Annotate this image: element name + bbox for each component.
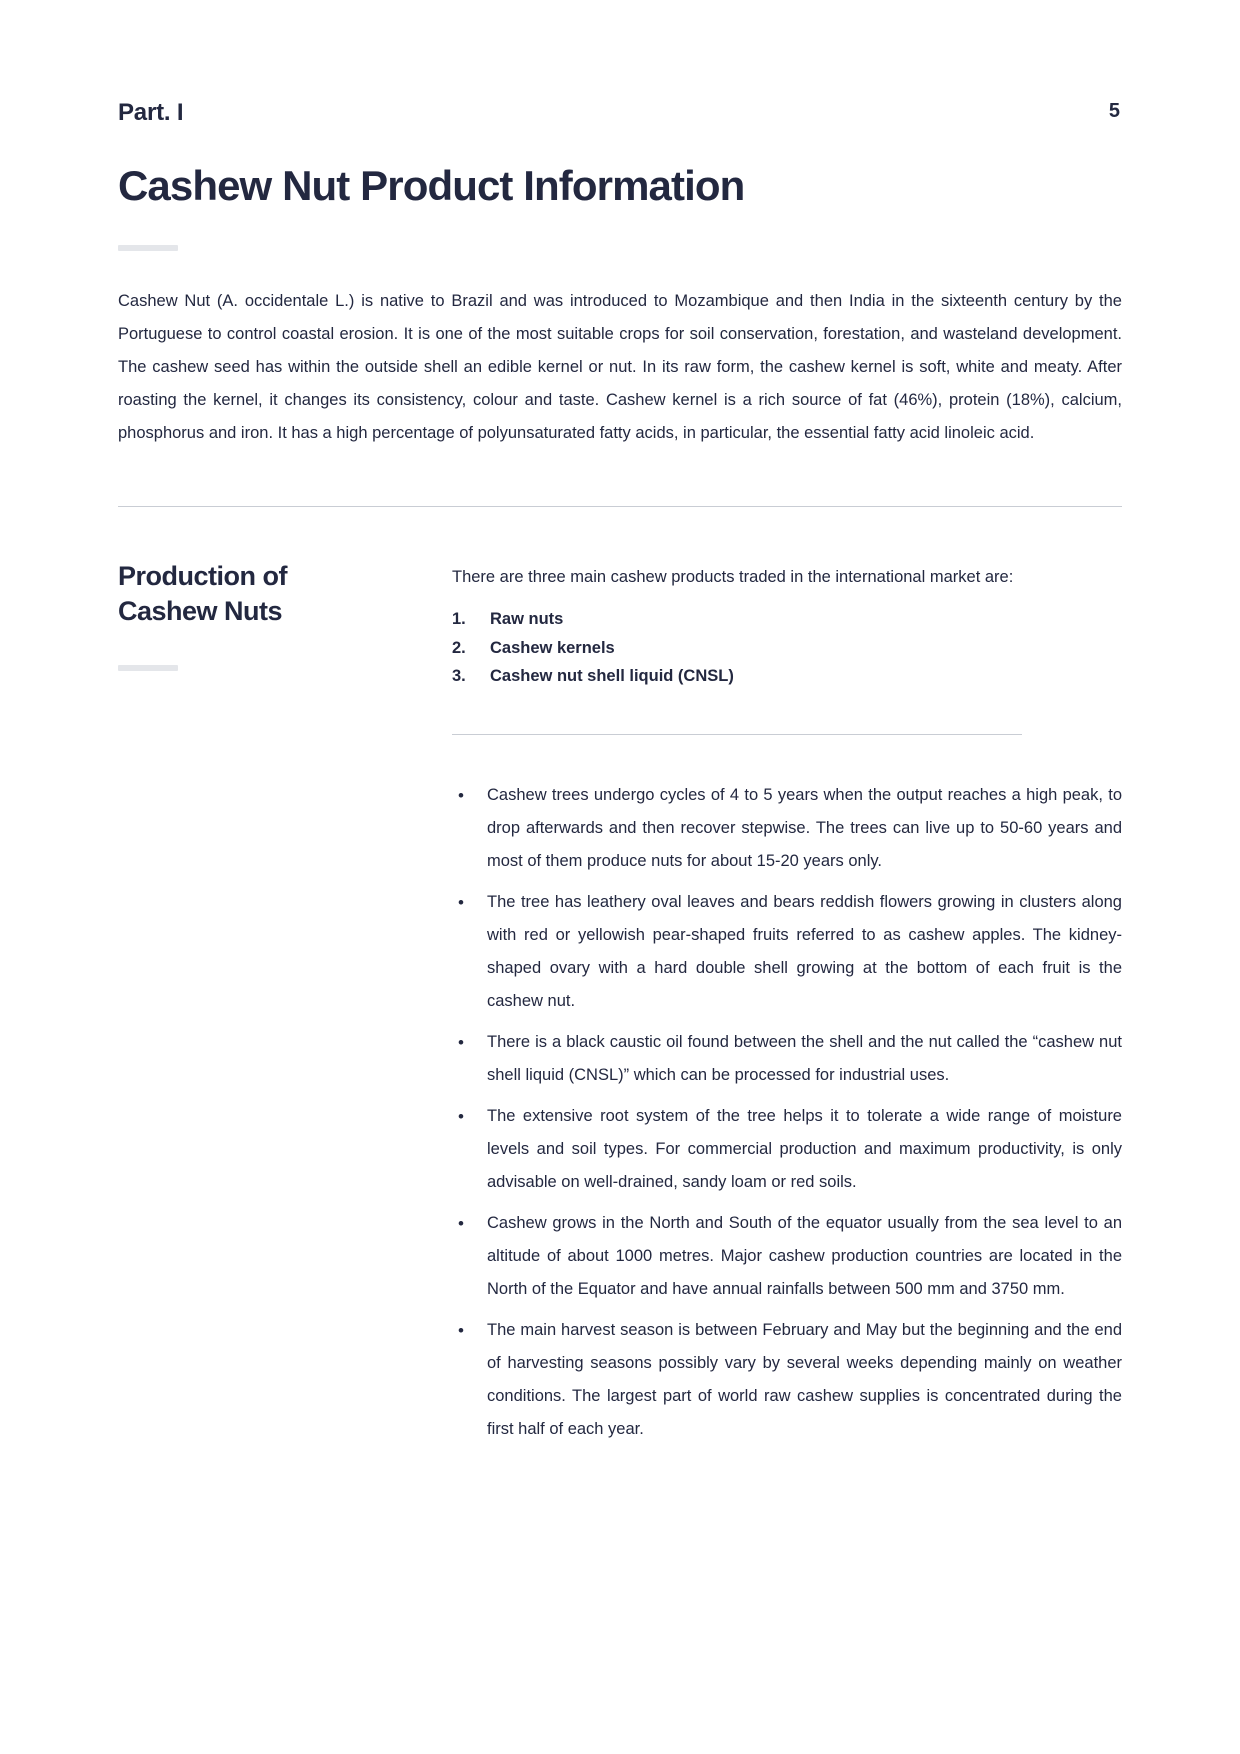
bullet-icon: • <box>458 1106 464 1126</box>
title-accent-rule <box>118 245 178 251</box>
fact-text: The extensive root system of the tree helps it to tolerate a wide range of moisture levels and soil types. For commercial production and maximum productivity, is only advisable on well-drained, sandy loam or red soils. <box>487 1106 1122 1191</box>
list-item <box>452 663 1122 690</box>
page-title: Cashew Nut Product Information <box>118 162 745 210</box>
list-item <box>452 1314 1122 1446</box>
facts-divider <box>452 734 1022 735</box>
fact-text: The tree has leathery oval leaves and bears reddish flowers growing in clusters along with red or yellowish pear-shaped fruits referred to as cashew apples. The kidney-shaped ovary with a hard double shell growing at the bottom of each fruit is the cashew nut. <box>487 892 1122 1010</box>
bullet-icon: • <box>458 785 464 805</box>
section-lead-text: There are three main cashew products traded in the international market are: <box>452 568 1014 587</box>
list-item-number: 3. <box>452 667 466 686</box>
list-item <box>452 779 1122 878</box>
section-divider <box>118 506 1122 507</box>
section-heading-line-1: Production of <box>118 561 287 592</box>
product-list <box>452 606 1122 690</box>
list-item-label: Cashew nut shell liquid (CNSL) <box>490 667 734 686</box>
list-item <box>452 886 1122 1018</box>
fact-text: Cashew grows in the North and South of the equator usually from the sea level to an altitude of about 1000 metres. Major cashew production countries are located in the North of the Equator and have annual rainfalls between 500 mm and 3750 mm. <box>487 1213 1122 1298</box>
list-item-number: 1. <box>452 609 466 628</box>
section-accent-rule <box>118 665 178 671</box>
bullet-icon: • <box>458 1320 464 1340</box>
fact-text: The main harvest season is between February and May but the beginning and the end of harvesting seasons possibly vary by several weeks depending mainly on weather conditions. The largest part of world raw cashew supplies is concentrated during the first half of each year. <box>487 1320 1122 1438</box>
facts-list <box>452 779 1122 1446</box>
section-left-column <box>118 559 452 1454</box>
part-label: Part. I <box>118 99 184 126</box>
fact-text: Cashew trees undergo cycles of 4 to 5 years when the output reaches a high peak, to drop afterwards and then recover stepwise. The trees can live up to 50-60 years and most of them produce nuts for about 15-20 years only. <box>487 785 1122 870</box>
section-heading-line-2: Cashew Nuts <box>118 595 283 626</box>
section-heading <box>118 559 452 628</box>
intro-paragraph: Cashew Nut (A. occidentale L.) is native to Brazil and was introduced to Mozambique and then India in the sixteenth century by the Portuguese to control coastal erosion. It is one of the most suitable crops for soil conservation, forestation, and wasteland development. The cashew seed has within the outside shell an edible kernel or nut. In its raw form, the cashew kernel is soft, white and meaty. After roasting the kernel, it changes its consistency, colour and taste. Cashew kernel is a rich source of fat (46%), protein (18%), calcium, phosphorus and iron. It has a high percentage of polyunsaturated fatty acids, in particular, the essential fatty acid linoleic acid. <box>118 292 1122 443</box>
list-item <box>452 1026 1122 1092</box>
section-right-column <box>452 559 1122 1454</box>
page-content <box>118 0 1122 1454</box>
fact-text: There is a black caustic oil found between the shell and the nut called the “cashew nut shell liquid (CNSL)” which can be processed for industrial uses. <box>487 1032 1122 1084</box>
bullet-icon: • <box>458 892 464 912</box>
production-section <box>118 559 1122 1454</box>
list-item <box>452 1100 1122 1199</box>
list-item-number: 2. <box>452 638 466 657</box>
page-number: 5 <box>1108 100 1120 122</box>
list-item <box>452 635 1122 662</box>
list-item <box>452 1207 1122 1306</box>
list-item <box>452 606 1122 633</box>
list-item-label: Raw nuts <box>490 609 564 628</box>
bullet-icon: • <box>458 1213 464 1233</box>
page-header <box>118 0 1122 126</box>
list-item-label: Cashew kernels <box>490 638 615 657</box>
bullet-icon: • <box>458 1032 464 1052</box>
